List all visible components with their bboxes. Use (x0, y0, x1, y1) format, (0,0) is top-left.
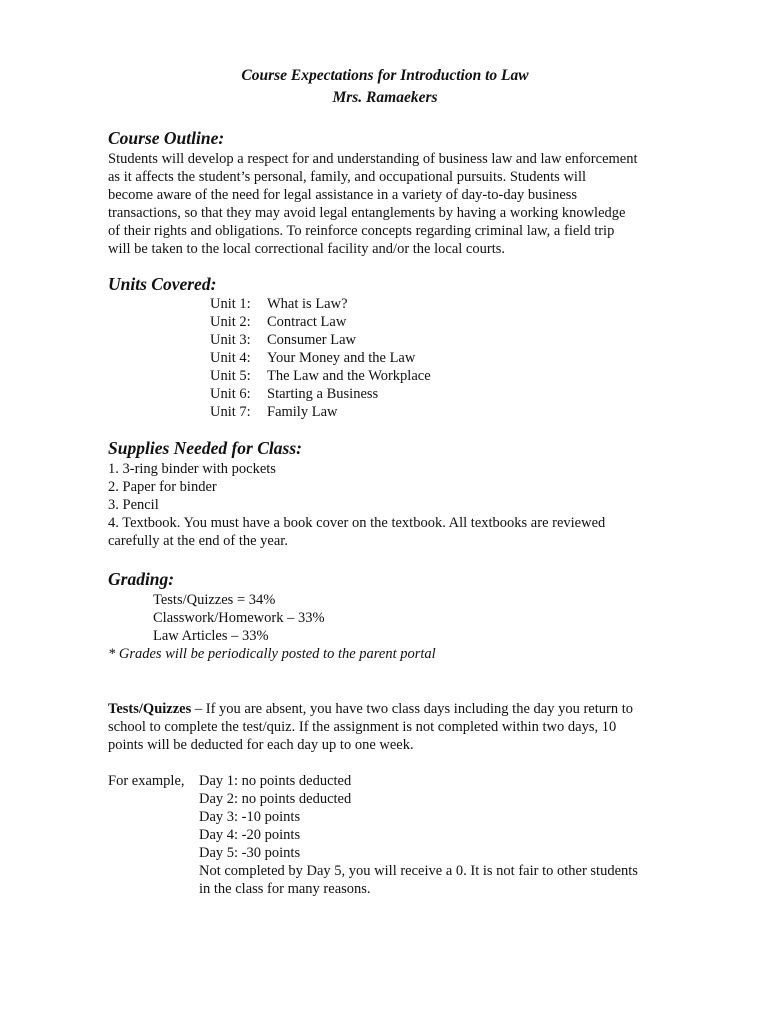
document-title: Course Expectations for Introduction to Law (241, 67, 529, 84)
outline-line: of their rights and obligations. To reinforce concepts regarding criminal law, a field trip (108, 223, 615, 239)
unit-number: Unit 6: (210, 386, 251, 402)
unit-number: Unit 2: (210, 314, 251, 330)
supplies-heading: Supplies Needed for Class: (108, 438, 302, 458)
outline-line: become aware of the need for legal assistance in a variety of day-to-day business (108, 187, 578, 203)
unit-title: Your Money and the Law (267, 350, 416, 366)
example-day: Day 5: -30 points (199, 845, 301, 861)
example-day: Day 2: no points deducted (199, 791, 352, 807)
example-closing: Not completed by Day 5, you will receive a 0. It is not fair to other students (199, 863, 638, 879)
unit-title: The Law and the Workplace (267, 368, 431, 384)
unit-title: Family Law (267, 404, 338, 420)
unit-number: Unit 7: (210, 404, 251, 420)
unit-number: Unit 3: (210, 332, 251, 348)
unit-title: Starting a Business (267, 386, 379, 402)
tests-policy-text: – If you are absent, you have two class days including the day you return to (191, 701, 633, 717)
units-covered-heading: Units Covered: (108, 274, 217, 294)
tests-policy-label: Tests/Quizzes (108, 701, 192, 717)
grading-item: Law Articles – 33% (153, 628, 269, 644)
tests-policy-line: points will be deducted for each day up to one week. (108, 737, 414, 753)
tests-policy-line (108, 700, 633, 718)
grading-heading: Grading: (108, 569, 175, 589)
unit-title: What is Law? (267, 296, 348, 312)
supply-item: carefully at the end of the year. (108, 533, 288, 549)
example-label: For example, (108, 773, 185, 789)
example-closing: in the class for many reasons. (199, 881, 371, 897)
teacher-name: Mrs. Ramaekers (332, 89, 438, 106)
grading-note: * Grades will be periodically posted to the parent portal (108, 646, 436, 662)
supply-item: 4. Textbook. You must have a book cover on the textbook. All textbooks are reviewed (108, 515, 606, 531)
outline-line: transactions, so that they may avoid legal entanglements by having a working knowledge (108, 205, 626, 221)
supply-item: 1. 3-ring binder with pockets (108, 461, 276, 477)
example-day: Day 1: no points deducted (199, 773, 352, 789)
unit-number: Unit 4: (210, 350, 251, 366)
supply-item: 3. Pencil (108, 497, 159, 513)
outline-line: as it affects the student’s personal, family, and occupational pursuits. Students will (108, 169, 587, 185)
tests-policy-line: school to complete the test/quiz. If the assignment is not completed within two days, 10 (108, 719, 617, 735)
unit-number: Unit 5: (210, 368, 251, 384)
unit-number: Unit 1: (210, 296, 251, 312)
supply-item: 2. Paper for binder (108, 479, 217, 495)
outline-line: Students will develop a respect for and understanding of business law and law enforcement (108, 151, 638, 167)
unit-title: Consumer Law (267, 332, 356, 348)
outline-line: will be taken to the local correctional facility and/or the local courts. (108, 241, 505, 257)
unit-title: Contract Law (267, 314, 347, 330)
course-outline-heading: Course Outline: (108, 128, 225, 148)
example-day: Day 4: -20 points (199, 827, 301, 843)
grading-item: Classwork/Homework – 33% (153, 610, 325, 626)
example-day: Day 3: -10 points (199, 809, 301, 825)
grading-item: Tests/Quizzes = 34% (153, 592, 276, 608)
